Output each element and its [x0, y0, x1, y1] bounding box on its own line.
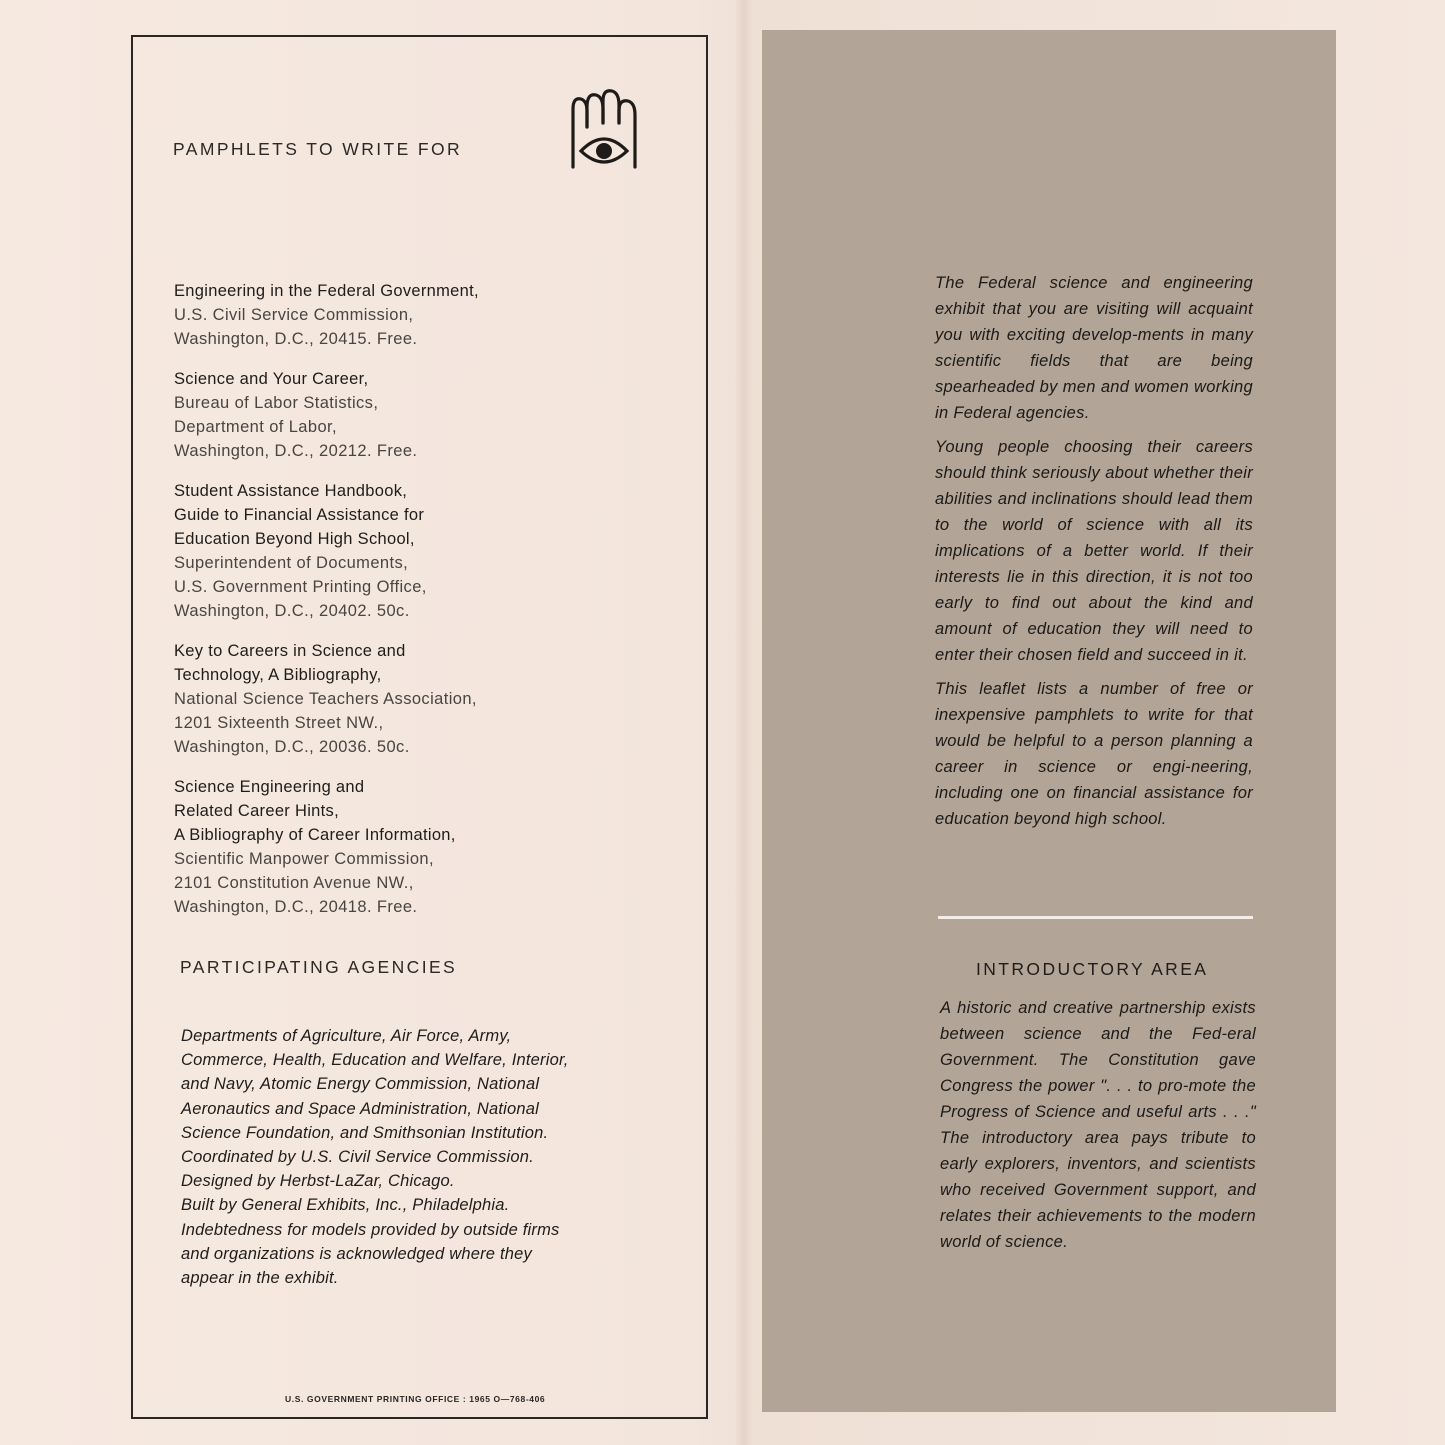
- pamphlet-source: Washington, D.C., 20402. 50c.: [174, 602, 410, 620]
- pamphlet-entry: [174, 775, 694, 919]
- agencies-line: appear in the exhibit.: [181, 1269, 339, 1288]
- pamphlets-heading: PAMPHLETS TO WRITE FOR: [173, 139, 463, 159]
- pamphlet-title: Science Engineering and: [174, 778, 365, 796]
- eye-hand-logo-icon: [567, 87, 647, 175]
- pamphlet-source: Department of Labor,: [174, 418, 338, 436]
- pamphlet-source: National Science Teachers Association,: [174, 690, 477, 708]
- pamphlet-title: Science and Your Career,: [174, 370, 369, 388]
- agencies-line: and organizations is acknowledged where they: [181, 1244, 532, 1263]
- agencies-line: Built by General Exhibits, Inc., Philadelphia.: [181, 1196, 510, 1215]
- pamphlet-source: U.S. Government Printing Office,: [174, 578, 427, 596]
- intro-paragraph: The Federal science and engineering exhibit that you are visiting will acquaint you with exciting develop-ments in many scientific fields that are being spearheaded by men and women working in Federal agencies.: [935, 274, 1253, 422]
- pamphlet-source: Washington, D.C., 20212. Free.: [174, 442, 418, 460]
- agencies-line: Indebtedness for models provided by outside firms: [181, 1220, 560, 1239]
- pamphlet-source: 1201 Sixteenth Street NW.,: [174, 714, 384, 732]
- agencies-line: Departments of Agriculture, Air Force, Army,: [181, 1027, 512, 1045]
- pamphlet-source: 2101 Constitution Avenue NW.,: [174, 874, 414, 892]
- agencies-text: [181, 1024, 701, 1290]
- agencies-line: Coordinated by U.S. Civil Service Commission.: [181, 1148, 534, 1167]
- introductory-area-heading: INTRODUCTORY AREA: [976, 959, 1209, 979]
- agencies-heading: PARTICIPATING AGENCIES: [180, 957, 458, 977]
- agencies-line: Designed by Herbst-LaZar, Chicago.: [181, 1172, 455, 1191]
- pamphlet-list: [174, 279, 694, 935]
- center-fold: [735, 0, 753, 1445]
- pamphlet-source: U.S. Civil Service Commission,: [174, 306, 414, 324]
- section-divider: [938, 916, 1253, 919]
- pamphlet-entry: [174, 367, 694, 463]
- introductory-area-text: [940, 995, 1256, 1255]
- pamphlet-source: Washington, D.C., 20418. Free.: [174, 898, 418, 916]
- intro-paragraph: Young people choosing their careers should think seriously about whether their abilities and inclinations should lead them to the world of science with all its implications of a better world. If their interests lie in this direction, it is not too early to find out about the kind and amount of education they will need to enter their chosen field and succeed in it.: [935, 438, 1253, 664]
- pamphlet-source: Washington, D.C., 20036. 50c.: [174, 738, 410, 756]
- pamphlet-source: Superintendent of Documents,: [174, 554, 409, 572]
- printing-office-imprint: U.S. GOVERNMENT PRINTING OFFICE : 1965 O—768-406: [285, 1394, 546, 1404]
- agencies-line: and Navy, Atomic Energy Commission, National: [181, 1075, 540, 1094]
- agencies-line: Science Foundation, and Smithsonian Institution.: [181, 1123, 549, 1142]
- pamphlet-title: Student Assistance Handbook,: [174, 482, 408, 500]
- pamphlet-title: A Bibliography of Career Information,: [174, 826, 456, 844]
- pamphlet-entry: [174, 639, 694, 759]
- agencies-line: Commerce, Health, Education and Welfare, Interior,: [181, 1051, 569, 1070]
- pamphlet-title: Engineering in the Federal Government,: [174, 282, 479, 300]
- pamphlet-entry: [174, 479, 694, 623]
- intro-panel: [762, 30, 1336, 1412]
- pamphlet-source: Scientific Manpower Commission,: [174, 850, 434, 868]
- pamphlet-title: Key to Careers in Science and: [174, 642, 406, 660]
- pamphlet-source: Washington, D.C., 20415. Free.: [174, 330, 418, 348]
- pamphlet-title: Technology, A Bibliography,: [174, 666, 382, 684]
- introductory-area-paragraph: A historic and creative partnership exists between science and the Fed-eral Government. The Constitution gave Congress the power ". . . to pro-mote the Progress of Science and useful arts . . ." The introductory area pays tribute to early explorers, inventors, and scientists who received Government support, and relates their achievements to the modern world of science.: [940, 999, 1256, 1251]
- agencies-line: Aeronautics and Space Administration, National: [181, 1099, 540, 1118]
- pamphlet-title: Related Career Hints,: [174, 802, 339, 820]
- intro-paragraph: This leaflet lists a number of free or inexpensive pamphlets to write for that would be helpful to a person planning a career in science or engi-neering, including one on financial assistance for education beyond high school.: [935, 680, 1253, 828]
- pamphlet-entry: [174, 279, 694, 351]
- pamphlet-source: Bureau of Labor Statistics,: [174, 394, 379, 412]
- intro-text: [935, 270, 1253, 840]
- pamphlets-panel: [131, 35, 708, 1419]
- pamphlet-title: Education Beyond High School,: [174, 530, 415, 548]
- pamphlet-title: Guide to Financial Assistance for: [174, 506, 425, 524]
